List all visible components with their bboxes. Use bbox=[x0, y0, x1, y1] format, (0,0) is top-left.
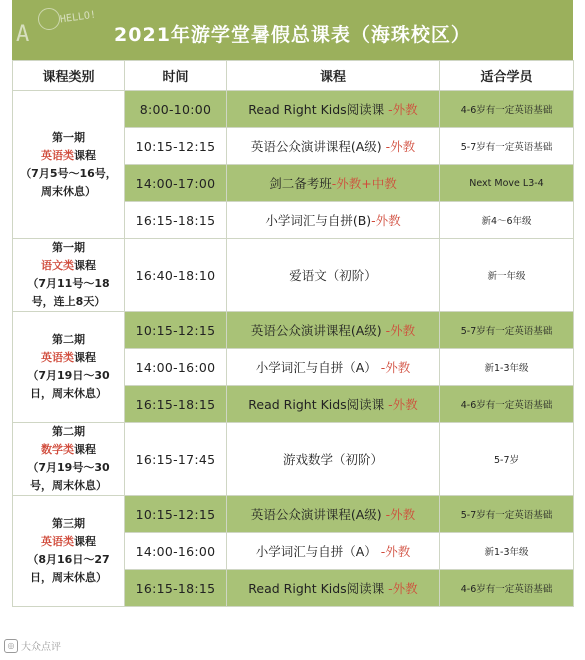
chalk-letter-decoration: A bbox=[16, 22, 30, 47]
subject-suffix: 课程 bbox=[74, 443, 96, 456]
course-cell bbox=[227, 239, 440, 312]
course-name: Read Right Kids阅读课 bbox=[248, 102, 389, 117]
audience-cell: 新一年级 bbox=[440, 239, 574, 312]
table-row bbox=[13, 312, 574, 349]
subject-suffix: 课程 bbox=[74, 259, 96, 272]
course-cell bbox=[227, 349, 440, 386]
audience-cell: 新4～6年级 bbox=[440, 202, 574, 239]
header-course: 课程 bbox=[227, 61, 440, 91]
course-name: Read Right Kids阅读课 bbox=[248, 397, 389, 412]
audience-cell: 4-6岁有一定英语基础 bbox=[440, 570, 574, 607]
schedule-sheet bbox=[12, 0, 573, 607]
chalk-circle-decoration bbox=[38, 8, 60, 30]
date-range: （7月5号～16号，周末休息） bbox=[20, 166, 117, 198]
course-cell bbox=[227, 91, 440, 128]
course-cell bbox=[227, 312, 440, 349]
watermark bbox=[4, 638, 61, 653]
date-range: （7月11号～18号，连上8天） bbox=[27, 277, 110, 308]
teacher-tag: -外教 bbox=[388, 102, 418, 117]
period-label: 第一期 bbox=[52, 241, 85, 254]
time-cell: 14:00-16:00 bbox=[125, 533, 227, 570]
course-cell bbox=[227, 202, 440, 239]
course-cell bbox=[227, 165, 440, 202]
audience-cell: 4-6岁有一定英语基础 bbox=[440, 91, 574, 128]
course-cell bbox=[227, 128, 440, 165]
audience-cell: 5-7岁 bbox=[440, 423, 574, 496]
page-title: 2021年游学堂暑假总课表（海珠校区） bbox=[114, 23, 471, 46]
table-row bbox=[13, 239, 574, 312]
course-category-cell bbox=[13, 239, 125, 312]
subject-suffix: 课程 bbox=[74, 148, 96, 162]
date-range: （7月19号～30号，周末休息） bbox=[27, 461, 110, 492]
time-cell: 16:15-18:15 bbox=[125, 570, 227, 607]
period-label: 第二期 bbox=[52, 333, 85, 346]
subject-line bbox=[17, 147, 120, 165]
course-name: Read Right Kids阅读课 bbox=[248, 581, 389, 596]
course-name: 小学词汇与自拼（A） bbox=[255, 544, 381, 559]
header-audience: 适合学员 bbox=[440, 61, 574, 91]
date-range: （7月19日～30日，周末休息） bbox=[27, 369, 110, 400]
audience-cell: 5-7岁有一定英语基础 bbox=[440, 128, 574, 165]
teacher-tag: -外教 bbox=[371, 213, 401, 228]
teacher-tag: -外教 bbox=[380, 360, 411, 375]
period-label: 第三期 bbox=[52, 517, 85, 530]
audience-cell: 4-6岁有一定英语基础 bbox=[440, 386, 574, 423]
course-cell bbox=[227, 386, 440, 423]
time-cell: 16:15-18:15 bbox=[125, 386, 227, 423]
teacher-tag: -外教 bbox=[385, 507, 416, 522]
dianping-logo-icon: ◎ bbox=[4, 639, 18, 653]
subject-label: 语文类 bbox=[41, 259, 74, 272]
course-cell bbox=[227, 533, 440, 570]
time-cell: 8:00-10:00 bbox=[125, 91, 227, 128]
course-name: 剑二备考班 bbox=[269, 176, 332, 191]
subject-suffix: 课程 bbox=[74, 351, 96, 364]
audience-cell: 5-7岁有一定英语基础 bbox=[440, 496, 574, 533]
period-label: 第二期 bbox=[52, 425, 85, 438]
time-cell: 10:15-12:15 bbox=[125, 128, 227, 165]
teacher-tag: -外教+中教 bbox=[331, 176, 397, 191]
course-name: 小学词汇与自拼（A） bbox=[255, 360, 381, 375]
time-cell: 14:00-16:00 bbox=[125, 349, 227, 386]
course-cell bbox=[227, 570, 440, 607]
course-cell bbox=[227, 423, 440, 496]
course-name: 英语公众演讲课程(A级) bbox=[250, 139, 386, 154]
subject-line bbox=[17, 349, 120, 367]
audience-cell: Next Move L3-4 bbox=[440, 165, 574, 202]
time-cell: 14:00-17:00 bbox=[125, 165, 227, 202]
subject-suffix: 课程 bbox=[74, 535, 96, 548]
time-cell: 16:15-17:45 bbox=[125, 423, 227, 496]
teacher-tag: -外教 bbox=[385, 139, 416, 154]
teacher-tag: -外教 bbox=[385, 323, 416, 338]
header-time: 时间 bbox=[125, 61, 227, 91]
date-range: （8月16日～27日，周末休息） bbox=[27, 553, 110, 584]
teacher-tag: -外教 bbox=[380, 544, 411, 559]
audience-cell: 新1-3年级 bbox=[440, 533, 574, 570]
teacher-tag: -外教 bbox=[388, 397, 418, 412]
time-cell: 10:15-12:15 bbox=[125, 312, 227, 349]
subject-label: 英语类 bbox=[41, 351, 74, 364]
subject-label: 数学类 bbox=[41, 443, 74, 456]
time-cell: 16:15-18:15 bbox=[125, 202, 227, 239]
course-cell bbox=[227, 496, 440, 533]
header-category: 课程类别 bbox=[13, 61, 125, 91]
subject-line bbox=[17, 441, 120, 459]
chalk-hello-decoration: HELLO! bbox=[59, 9, 97, 26]
title-banner bbox=[12, 0, 573, 60]
course-category-cell bbox=[13, 423, 125, 496]
schedule-table bbox=[12, 60, 574, 607]
course-name: 爱语文（初阶） bbox=[289, 268, 377, 283]
subject-label: 英语类 bbox=[41, 535, 74, 548]
period-label: 第一期 bbox=[52, 130, 85, 144]
audience-cell: 新1-3年级 bbox=[440, 349, 574, 386]
subject-line bbox=[17, 257, 120, 275]
time-cell: 16:40-18:10 bbox=[125, 239, 227, 312]
course-category-cell bbox=[13, 312, 125, 423]
table-body bbox=[13, 91, 574, 607]
teacher-tag: -外教 bbox=[388, 581, 418, 596]
course-name: 英语公众演讲课程(A级) bbox=[250, 507, 386, 522]
audience-cell: 5-7岁有一定英语基础 bbox=[440, 312, 574, 349]
course-name: 小学词汇与自拼(B) bbox=[265, 213, 372, 228]
subject-label: 英语类 bbox=[41, 148, 74, 162]
table-row bbox=[13, 423, 574, 496]
course-category-cell bbox=[13, 91, 125, 239]
watermark-text: 大众点评 bbox=[21, 642, 61, 653]
table-header-row bbox=[13, 61, 574, 91]
table-row bbox=[13, 91, 574, 128]
course-name: 游戏数学（初阶） bbox=[282, 452, 383, 467]
subject-line bbox=[17, 533, 120, 551]
time-cell: 10:15-12:15 bbox=[125, 496, 227, 533]
course-category-cell bbox=[13, 496, 125, 607]
table-row bbox=[13, 496, 574, 533]
course-name: 英语公众演讲课程(A级) bbox=[250, 323, 386, 338]
